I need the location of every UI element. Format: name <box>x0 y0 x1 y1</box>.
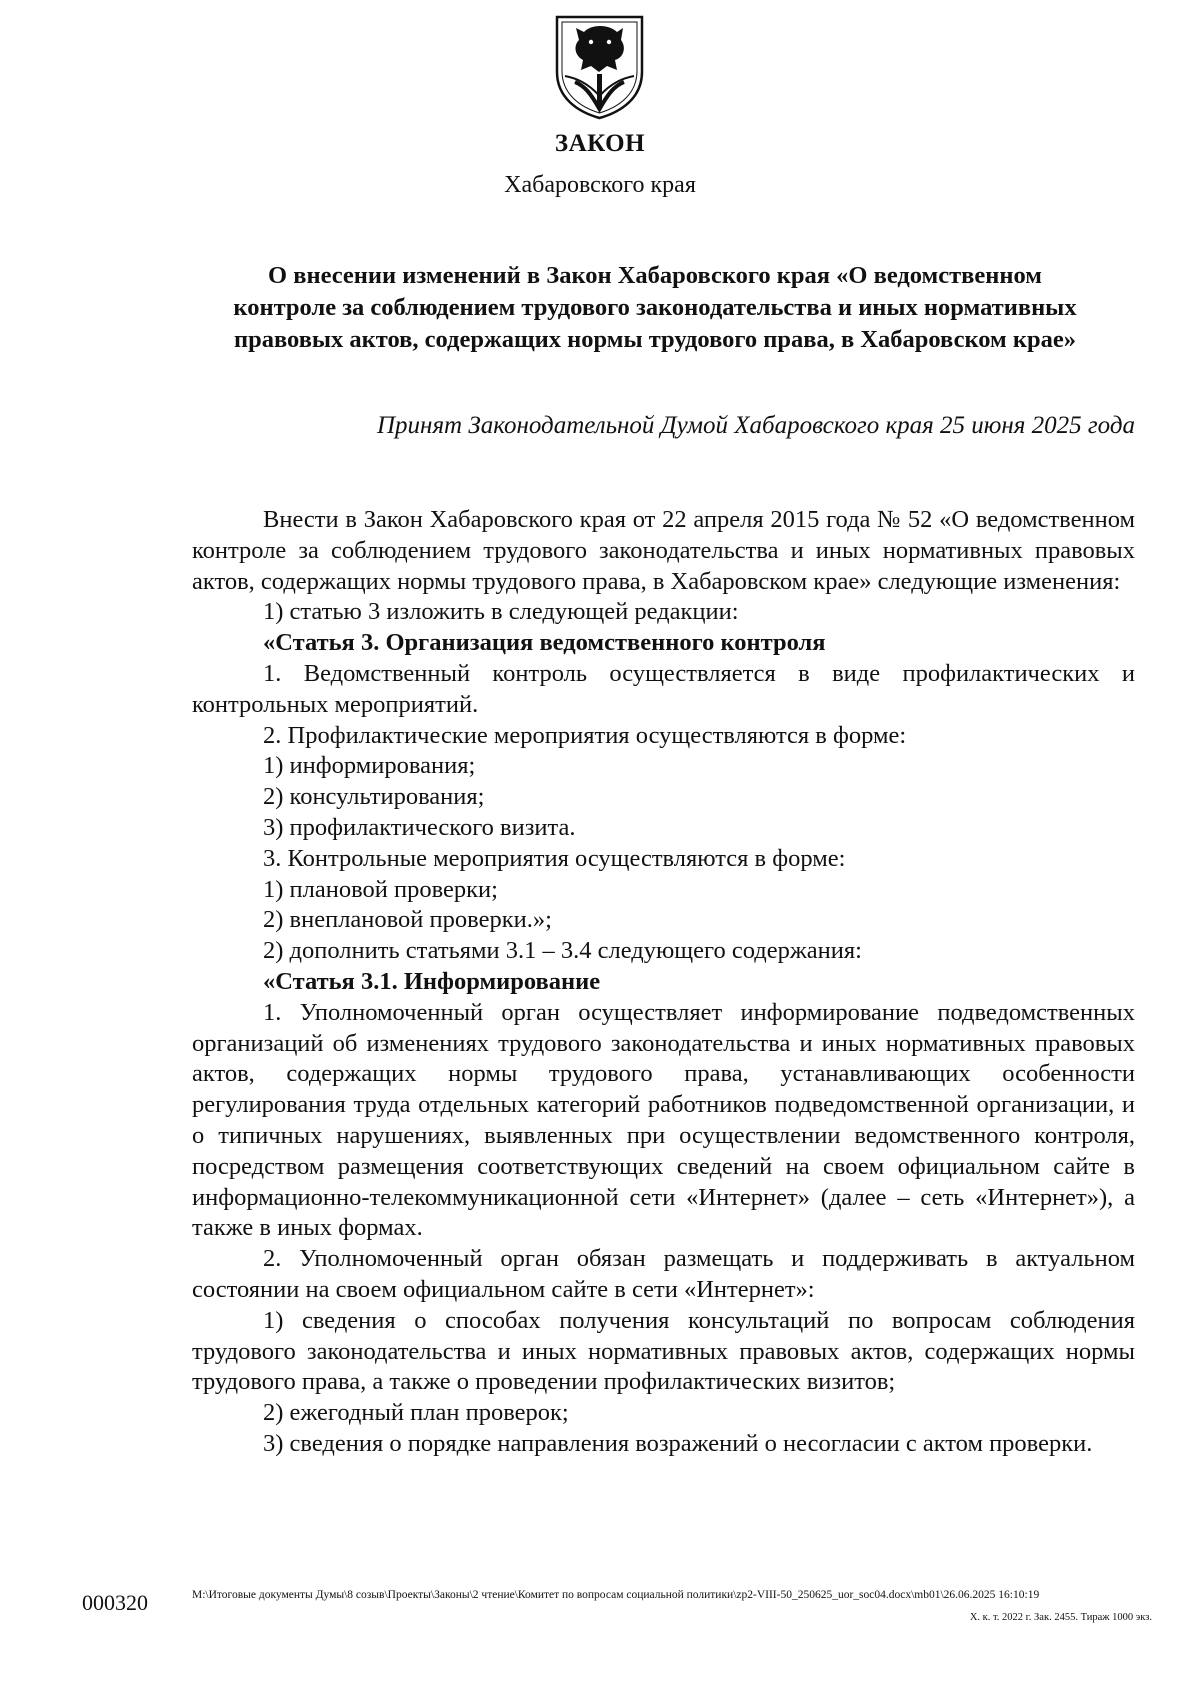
registration-number: 000320 <box>82 1590 148 1615</box>
law-heading-line: правовых актов, содержащих нормы трудового права, в Хабаровском крае» <box>234 326 1076 353</box>
list-item: 1) плановой проверки; <box>263 875 498 903</box>
paragraph: 2. Уполномоченный орган обязан размещать и поддерживать в актуальном состоянии на своем официальном сайте в сети «Интернет»: <box>192 1245 1135 1303</box>
print-info: Х. к. т. 2022 г. Зак. 2455. Тираж 1000 экз. <box>969 1612 1152 1623</box>
list-item: 1) сведения о способах получения консультаций по вопросам соблюдения трудового законодательства и иных нормативных правовых актов, содержащих нормы трудового права, а также о проведении профилактических визитов; <box>192 1306 1135 1396</box>
file-path-footer: M:\Итоговые документы Думы\8 созыв\Проекты\Законы\2 чтение\Комитет по вопросам социальной политики\zp2-VIII-50_250625_uor_soc04.docx\mb01\26.06.2025 16:10:19 <box>192 1589 1040 1601</box>
list-item: 2) консультирования; <box>263 783 485 811</box>
list-item: 2) внеплановой проверки.»; <box>263 906 552 934</box>
coat-of-arms-icon <box>551 14 648 121</box>
adoption-statement: Принят Законодательной Думой Хабаровского края 25 июня 2025 года <box>376 412 1135 439</box>
paragraph: 3. Контрольные мероприятия осуществляются в форме: <box>263 844 846 872</box>
article-heading: «Статья 3. Организация ведомственного контроля <box>263 629 826 657</box>
list-item: 2) ежегодный план проверок; <box>263 1399 569 1427</box>
paragraph: 2. Профилактические мероприятия осуществляются в форме: <box>263 721 907 749</box>
paragraph: 1) статью 3 изложить в следующей редакции: <box>263 598 739 626</box>
document-body <box>192 505 1135 1460</box>
list-item: 3) сведения о порядке направления возражений о несогласии с актом проверки. <box>263 1429 1093 1457</box>
list-item: 3) профилактического визита. <box>263 813 576 841</box>
document-subtitle: Хабаровского края <box>504 172 696 198</box>
paragraph: Внести в Закон Хабаровского края от 22 апреля 2015 года № 52 «О ведомственном контроле за соблюдением трудового законодательства и иных нормативных правовых актов, содержащих нормы трудового права, в Хабаровском крае» следующие изменения: <box>192 506 1135 595</box>
list-item: 1) информирования; <box>263 752 476 780</box>
paragraph: 1. Ведомственный контроль осуществляется в виде профилактических и контрольных мероприятий. <box>192 659 1135 718</box>
law-heading-line: О внесении изменений в Закон Хабаровского края «О ведомственном <box>268 262 1042 289</box>
law-heading <box>175 260 1135 356</box>
paragraph: 1. Уполномоченный орган осуществляет информирование подведомственных организаций об изменениях трудового законодательства и иных нормативных правовых актов, содержащих нормы трудового права, устанавливающих особенности регулирования труда отдельных категорий работников подведомственной организации, и о типичных нарушениях, выявленных при осуществлении ведомственного контроля, посредством размещения соответствующих сведений на своем официальном сайте в информационно-телекоммуникационной сети «Интернет» (далее – сеть «Интернет»), а также в иных формах. <box>192 998 1135 1242</box>
law-heading-line: контроле за соблюдением трудового законодательства и иных нормативных <box>233 294 1077 321</box>
document-title: ЗАКОН <box>554 130 646 157</box>
paragraph: 2) дополнить статьями 3.1 – 3.4 следующего содержания: <box>263 937 862 965</box>
article-heading: «Статья 3.1. Информирование <box>263 967 601 995</box>
